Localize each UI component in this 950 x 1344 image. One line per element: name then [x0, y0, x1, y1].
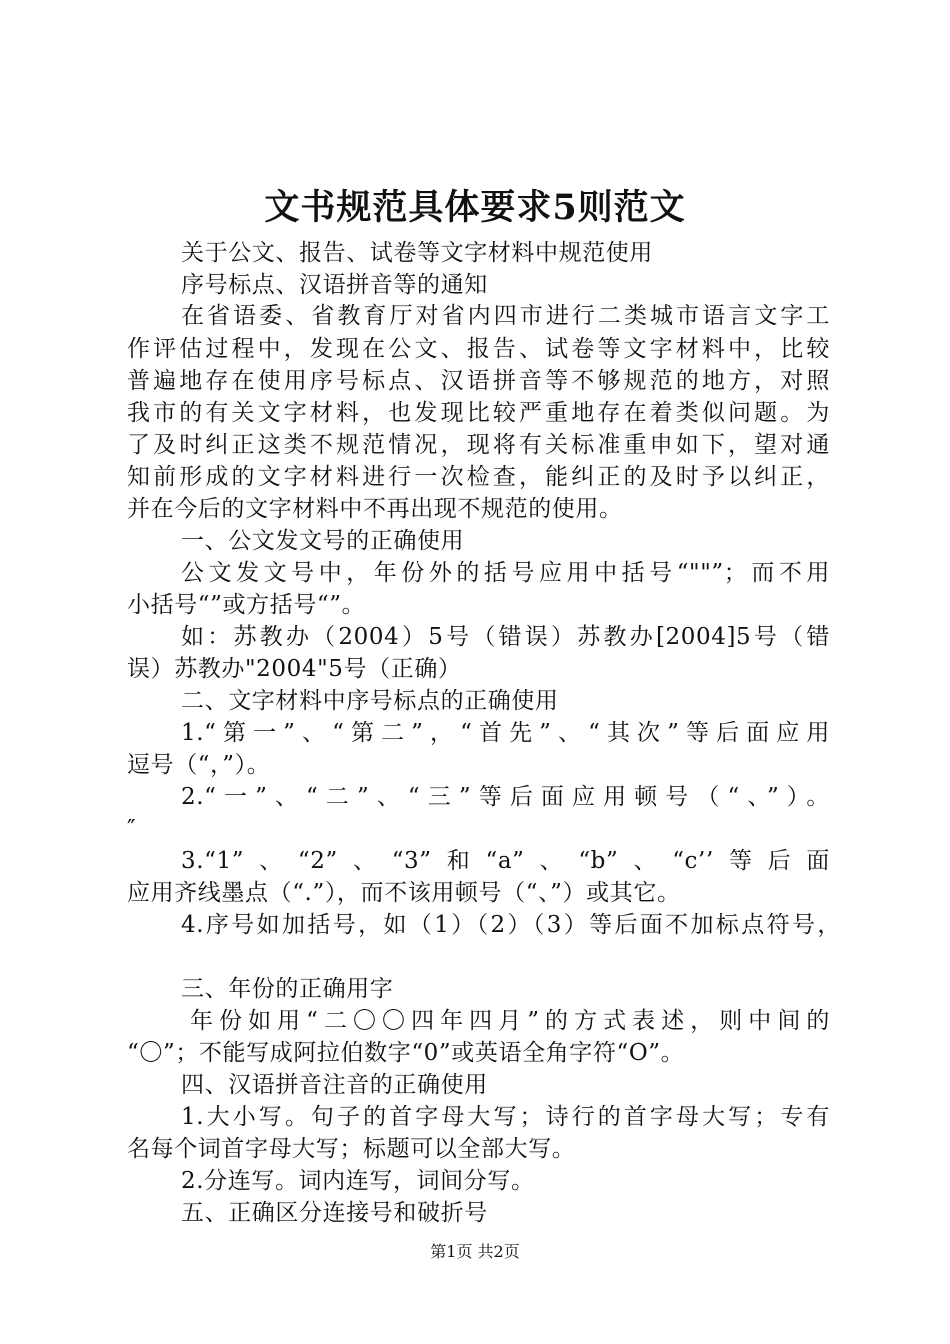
- body-line: 3.“1”、“2”、“3”和“a”、“b”、“c’’等后面: [181, 848, 830, 874]
- body-line: 序号标点、汉语拼音等的通知: [181, 272, 488, 298]
- body-line: 1.“第一”、“第二”，“首先”、“其次”等后面应用: [181, 720, 830, 746]
- body-line: 公文发文号中，年份外的括号应用中括号“""”；而不用: [181, 560, 830, 586]
- body-line: 作评估过程中，发现在公文、报告、试卷等文字材料中，比较: [127, 336, 830, 362]
- body-line: 逗号（“，”）。: [127, 752, 271, 778]
- body-line: 我市的有关文字材料，也发现比较严重地存在着类似问题。为: [127, 400, 830, 426]
- body-line: 名每个词首字母大写；标题可以全部大写。: [127, 1136, 576, 1162]
- body-line: “〇”；不能写成阿拉伯数字“0”或英语全角字符“O”。: [127, 1040, 685, 1066]
- section-heading: 一、公文发文号的正确使用: [181, 528, 465, 554]
- body-line: 应用齐线墨点（“.”），而不该用顿号（“、”）或其它。: [127, 880, 681, 906]
- section-heading: 五、正确区分连接号和破折号: [181, 1200, 488, 1226]
- body-line: 如：苏教办（2004）5号（错误）苏教办[2004]5号（错: [181, 624, 830, 650]
- body-line: 了及时纠正这类不规范情况，现将有关标准重申如下，望对通: [127, 432, 830, 458]
- body-line: 误）苏教办"2004"5号（正确）: [127, 656, 462, 682]
- section-heading: 三、年份的正确用字: [181, 976, 394, 1002]
- body-line: 2.“一”、“二”、“三”等后面应用顿号（“、”）。: [181, 784, 830, 810]
- body-line: 4.序号如加括号，如（1）（2）（3）等后面不加标点符号，: [181, 912, 841, 938]
- body-line: 知前形成的文字材料进行一次检查，能纠正的及时予以纠正，: [127, 464, 830, 490]
- body-line: 在省语委、省教育厅对省内四市进行二类城市语言文字工: [181, 303, 830, 329]
- body-line: 1.大小写。句子的首字母大写；诗行的首字母大写；专有: [181, 1104, 830, 1130]
- body-line: 小括号“”或方括号“”。: [127, 592, 366, 618]
- body-line: ″: [127, 816, 137, 842]
- body-line: 并在今后的文字材料中不再出现不规范的使用。: [127, 496, 623, 522]
- section-heading: 二、文字材料中序号标点的正确使用: [181, 688, 559, 714]
- body-line: 普遍地存在使用序号标点、汉语拼音等不够规范的地方，对照: [127, 368, 830, 394]
- body-line: 年份如用“二〇〇四年四月”的方式表述，则中间的: [190, 1008, 830, 1034]
- body-line: 2.分连写。词内连写，词间分写。: [181, 1168, 535, 1194]
- body-line: 关于公文、报告、试卷等文字材料中规范使用: [181, 240, 653, 266]
- section-heading: 四、汉语拼音注音的正确使用: [181, 1072, 488, 1098]
- page-footer: 第1页 共2页: [430, 1242, 520, 1261]
- document-title: 文书规范具体要求5则范文: [264, 187, 686, 228]
